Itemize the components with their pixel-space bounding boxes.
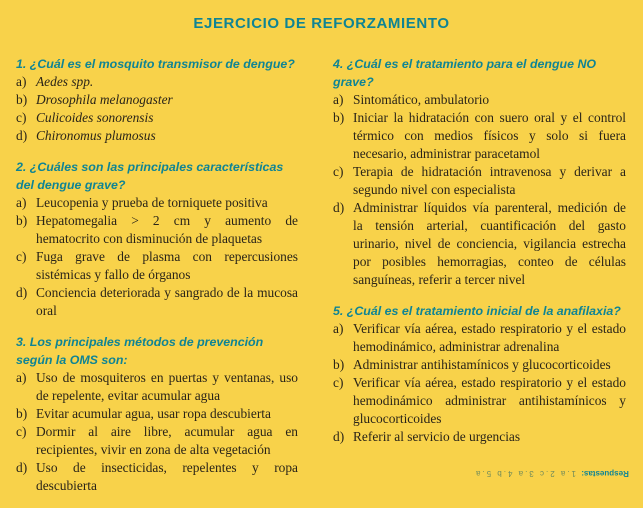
option-text: Evitar acumular agua, usar ropa descubierta bbox=[36, 406, 271, 421]
option-letter: c) bbox=[333, 375, 344, 390]
option-letter: c) bbox=[333, 164, 344, 179]
answers-key-rotated bbox=[474, 469, 629, 478]
option-letter: d) bbox=[16, 460, 28, 475]
option-item bbox=[16, 212, 298, 248]
option-letter: d) bbox=[333, 200, 345, 215]
question-2 bbox=[16, 158, 298, 320]
option-letter: d) bbox=[333, 429, 345, 444]
question-title: 4. ¿Cuál es el tratamiento para el dengue NO grave? bbox=[333, 57, 597, 89]
option-letter: d) bbox=[16, 285, 28, 300]
option-letter: b) bbox=[333, 110, 345, 125]
option-item bbox=[16, 248, 298, 284]
option-letter: b) bbox=[16, 92, 28, 107]
option-item bbox=[333, 199, 626, 289]
option-text: Administrar líquidos vía parenteral, medición de la tensión arterial, cuantificación del gasto urinario, nivel de conciencia, vigilancia estrecha por posibles hemorragias, conteo de células sanguíneas, referir a tercer nivel bbox=[353, 200, 626, 287]
option-item bbox=[16, 423, 298, 459]
option-text: Iniciar la hidratación con suero oral y el control térmico con medios físicos y solo si fuera necesario, administrar paracetamol bbox=[353, 110, 626, 161]
option-item bbox=[333, 374, 626, 428]
question-title: 5. ¿Cuál es el tratamiento inicial de la anafilaxia? bbox=[333, 304, 621, 318]
option-letter: b) bbox=[16, 406, 28, 421]
question-title: 2. ¿Cuáles son las principales características del dengue grave? bbox=[16, 160, 284, 192]
option-item bbox=[16, 127, 298, 145]
option-letter: a) bbox=[333, 321, 344, 336]
options-list bbox=[16, 194, 298, 320]
option-item bbox=[333, 320, 626, 356]
option-letter: a) bbox=[333, 92, 344, 107]
left-column bbox=[16, 55, 298, 508]
option-text: Verificar vía aérea, estado respiratorio y el estado hemodinámico, administrar adrenalina bbox=[353, 321, 626, 354]
answers-label: Respuestas: bbox=[581, 469, 629, 478]
question-5 bbox=[333, 302, 626, 446]
option-text: Uso de mosquiteros en puertas y ventanas, uso de repelente, evitar acumular agua bbox=[36, 370, 298, 403]
question-1 bbox=[16, 55, 298, 145]
option-item bbox=[333, 356, 626, 374]
answers-values: 1.a 2.c 3.a 4.b 5.a bbox=[474, 469, 577, 478]
option-item bbox=[16, 459, 298, 495]
option-text: Aedes spp. bbox=[36, 74, 94, 89]
option-item bbox=[16, 284, 298, 320]
option-text: Referir al servicio de urgencias bbox=[353, 429, 521, 444]
option-letter: a) bbox=[16, 195, 27, 210]
option-item bbox=[16, 369, 298, 405]
option-item bbox=[333, 91, 626, 109]
option-text: Chironomus plumosus bbox=[36, 128, 156, 143]
option-item bbox=[333, 428, 626, 446]
option-text: Dormir al aire libre, acumular agua en recipientes, vivir en zona de alta vegetación bbox=[36, 424, 298, 457]
option-letter: a) bbox=[16, 370, 27, 385]
option-letter: c) bbox=[16, 249, 27, 264]
option-text: Conciencia deteriorada y sangrado de la mucosa oral bbox=[36, 285, 298, 318]
option-item bbox=[16, 91, 298, 109]
option-text: Leucopenia y prueba de torniquete positiva bbox=[36, 195, 268, 210]
option-letter: c) bbox=[16, 424, 27, 439]
option-text: Verificar vía aérea, estado respiratorio y el estado hemodinámico administrar antihistamínicos y glucocorticoides bbox=[353, 375, 626, 426]
options-list bbox=[16, 369, 298, 495]
right-column bbox=[333, 55, 626, 459]
options-list bbox=[16, 73, 298, 145]
option-item bbox=[16, 194, 298, 212]
question-title: 3. Los principales métodos de prevención según la OMS son: bbox=[16, 335, 264, 367]
question-title: 1. ¿Cuál es el mosquito transmisor de dengue? bbox=[16, 57, 295, 71]
option-item bbox=[16, 405, 298, 423]
options-list bbox=[333, 91, 626, 289]
option-letter: b) bbox=[16, 213, 28, 228]
question-3 bbox=[16, 333, 298, 495]
option-text: Hepatomegalia > 2 cm y aumento de hematocrito con disminución de plaquetas bbox=[36, 213, 298, 246]
option-text: Culicoides sonorensis bbox=[36, 110, 154, 125]
option-item bbox=[16, 73, 298, 91]
option-text: Uso de insecticidas, repelentes y ropa descubierta bbox=[36, 460, 298, 493]
option-letter: b) bbox=[333, 357, 345, 372]
option-letter: c) bbox=[16, 110, 27, 125]
options-list bbox=[333, 320, 626, 446]
option-text: Terapia de hidratación intravenosa y derivar a segundo nivel con especialista bbox=[353, 164, 626, 197]
option-text: Administrar antihistamínicos y glucocorticoides bbox=[353, 357, 611, 372]
option-text: Drosophila melanogaster bbox=[36, 92, 173, 107]
page-title: EJERCICIO DE REFORZAMIENTO bbox=[193, 15, 450, 32]
option-letter: a) bbox=[16, 74, 27, 89]
option-letter: d) bbox=[16, 128, 28, 143]
option-text: Fuga grave de plasma con repercusiones sistémicas y fallo de órganos bbox=[36, 249, 298, 282]
option-item bbox=[333, 109, 626, 163]
option-text: Sintomático, ambulatorio bbox=[353, 92, 490, 107]
option-item bbox=[16, 109, 298, 127]
question-4 bbox=[333, 55, 626, 289]
option-item bbox=[333, 163, 626, 199]
